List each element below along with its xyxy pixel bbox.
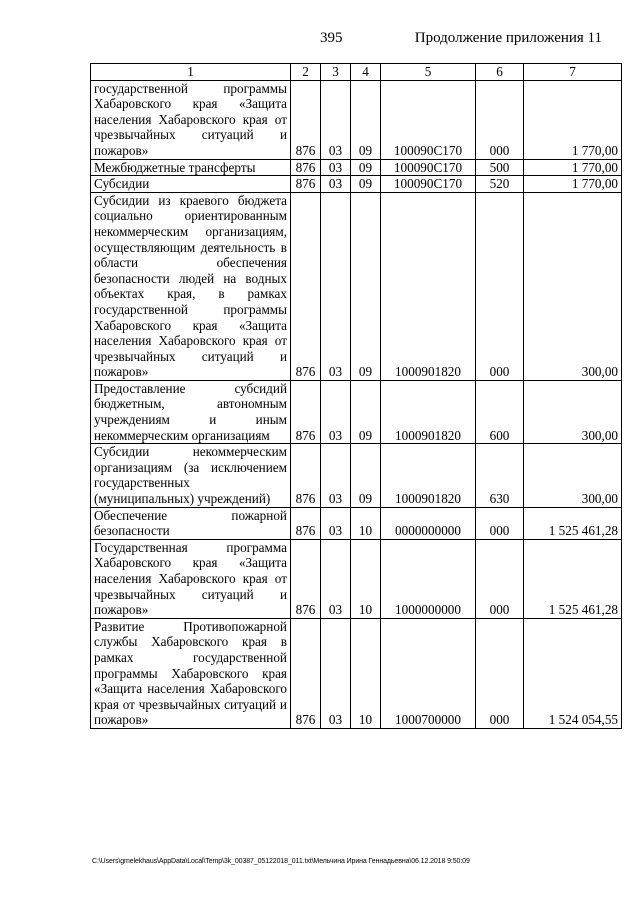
- section-code: 03: [321, 444, 351, 507]
- table-row: [91, 192, 622, 380]
- amount: 300,00: [524, 192, 622, 380]
- table-row: [91, 159, 622, 176]
- amount: 1 770,00: [524, 159, 622, 176]
- expense-type-code: 000: [476, 80, 524, 159]
- table-row: [91, 176, 622, 193]
- target-article-code: 100090С170: [381, 80, 476, 159]
- target-article-code: 0000000000: [381, 507, 476, 539]
- target-article-code: 100090С170: [381, 159, 476, 176]
- row-description: Субсидии из краевого бюджета социально ориентированным некоммерческим организациям, осуществляющим деятельность в области обеспечения безопасности людей на водных объектах края, в рамках государственной программы Хабаровского края «Защита населения Хабаровского края от чрезвычайных ситуаций и пожаров»: [91, 192, 291, 380]
- amount: 1 524 054,55: [524, 618, 622, 728]
- expense-type-code: 000: [476, 192, 524, 380]
- ministry-code: 876: [291, 507, 321, 539]
- row-description: государственной программы Хабаровского края «Защита населения Хабаровского края от чрезвычайных ситуаций и пожаров»: [91, 80, 291, 159]
- section-code: 03: [321, 192, 351, 380]
- section-code: 03: [321, 80, 351, 159]
- table-row: [91, 80, 622, 159]
- target-article-code: 100090С170: [381, 176, 476, 193]
- subsection-code: 09: [351, 159, 381, 176]
- section-code: 03: [321, 618, 351, 728]
- section-code: 03: [321, 176, 351, 193]
- table-row: [91, 618, 622, 728]
- expense-type-code: 000: [476, 507, 524, 539]
- subsection-code: 09: [351, 444, 381, 507]
- subsection-code: 10: [351, 507, 381, 539]
- ministry-code: 876: [291, 159, 321, 176]
- ministry-code: 876: [291, 380, 321, 443]
- column-header: 4: [351, 64, 381, 81]
- section-code: 03: [321, 380, 351, 443]
- row-description: Государственная программа Хабаровского края «Защита населения Хабаровского края от чрезвычайных ситуаций и пожаров»: [91, 539, 291, 618]
- table-row: [91, 444, 622, 507]
- ministry-code: 876: [291, 80, 321, 159]
- row-description: Субсидии некоммерческим организациям (за исключением государственных (муниципальных) учреждений): [91, 444, 291, 507]
- column-header: 6: [476, 64, 524, 81]
- ministry-code: 876: [291, 539, 321, 618]
- column-header: 3: [321, 64, 351, 81]
- expense-type-code: 630: [476, 444, 524, 507]
- expense-type-code: 600: [476, 380, 524, 443]
- expense-type-code: 000: [476, 618, 524, 728]
- subsection-code: 09: [351, 192, 381, 380]
- ministry-code: 876: [291, 176, 321, 193]
- ministry-code: 876: [291, 444, 321, 507]
- subsection-code: 09: [351, 80, 381, 159]
- ministry-code: 876: [291, 618, 321, 728]
- section-code: 03: [321, 539, 351, 618]
- table-row: [91, 539, 622, 618]
- subsection-code: 09: [351, 380, 381, 443]
- row-description: Межбюджетные трансферты: [91, 159, 291, 176]
- table-row: [91, 380, 622, 443]
- page-number: 395: [320, 30, 343, 46]
- amount: 1 770,00: [524, 80, 622, 159]
- continuation-label: Продолжение приложения 11: [414, 30, 602, 46]
- column-header: 5: [381, 64, 476, 81]
- table-header-row: [91, 64, 622, 81]
- expense-type-code: 520: [476, 176, 524, 193]
- amount: 300,00: [524, 380, 622, 443]
- table-row: [91, 507, 622, 539]
- column-header: 1: [91, 64, 291, 81]
- row-description: Субсидии: [91, 176, 291, 193]
- row-description: Предоставление субсидий бюджетным, автономным учреждениям и иным некоммерческим организациям: [91, 380, 291, 443]
- expense-type-code: 000: [476, 539, 524, 618]
- section-code: 03: [321, 507, 351, 539]
- target-article-code: 1000901820: [381, 380, 476, 443]
- row-description: Обеспечение пожарной безопасности: [91, 507, 291, 539]
- subsection-code: 10: [351, 539, 381, 618]
- target-article-code: 1000700000: [381, 618, 476, 728]
- amount: 1 525 461,28: [524, 507, 622, 539]
- target-article-code: 1000901820: [381, 192, 476, 380]
- budget-table: [90, 63, 622, 729]
- subsection-code: 10: [351, 618, 381, 728]
- target-article-code: 1000000000: [381, 539, 476, 618]
- ministry-code: 876: [291, 192, 321, 380]
- subsection-code: 09: [351, 176, 381, 193]
- footer-file-path: C:\Users\gmelekhaus\AppData\Local\Temp\3k_00387_05122018_011.txt\Мельчина Ирина Геннадьевна\06.12.2018 9:50:09: [92, 858, 470, 865]
- row-description: Развитие Противопожарной службы Хабаровского края в рамках государственной программы Хабаровского края «Защита населения Хабаровского края от чрезвычайных ситуаций и пожаров»: [91, 618, 291, 728]
- amount: 1 770,00: [524, 176, 622, 193]
- target-article-code: 1000901820: [381, 444, 476, 507]
- amount: 300,00: [524, 444, 622, 507]
- column-header: 2: [291, 64, 321, 81]
- expense-type-code: 500: [476, 159, 524, 176]
- amount: 1 525 461,28: [524, 539, 622, 618]
- column-header: 7: [524, 64, 622, 81]
- section-code: 03: [321, 159, 351, 176]
